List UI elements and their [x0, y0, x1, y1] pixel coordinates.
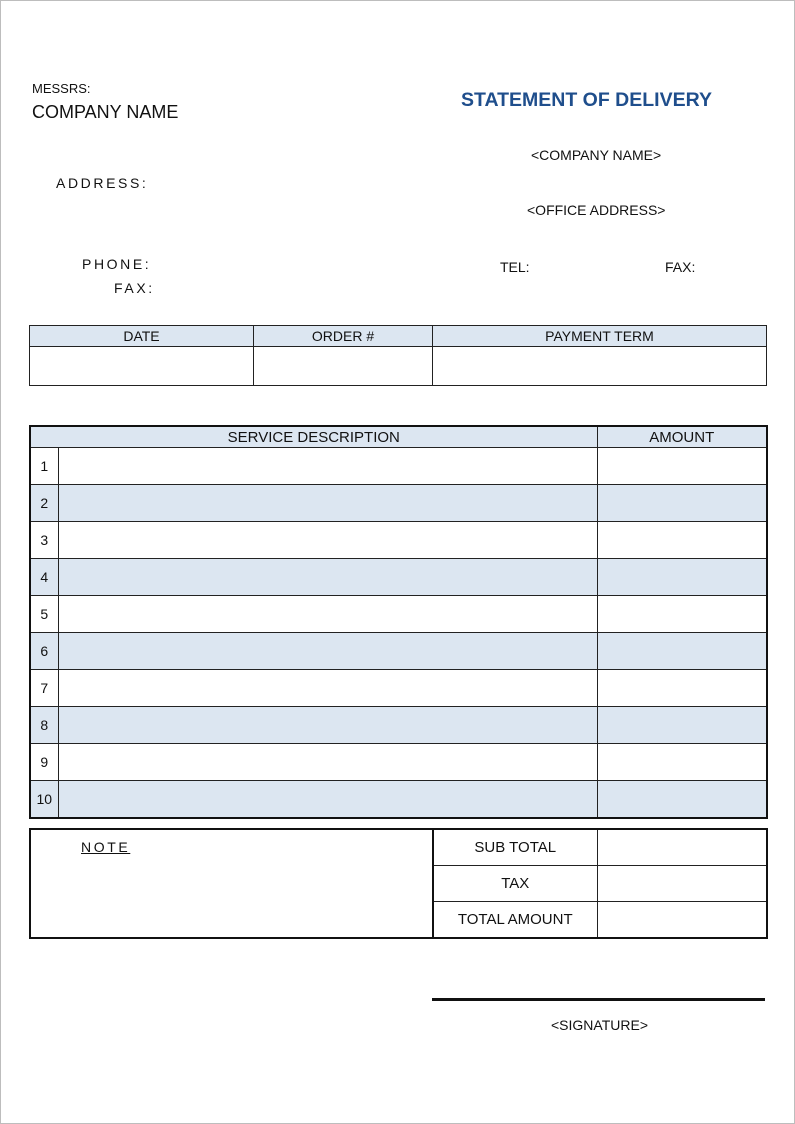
total-amount-label: TOTAL AMOUNT [433, 902, 597, 939]
table-row [30, 744, 767, 781]
amount-header: AMOUNT [597, 426, 767, 448]
description-cell[interactable] [58, 781, 597, 819]
row-number: 3 [30, 522, 58, 559]
tax-field[interactable] [597, 866, 767, 902]
amount-cell[interactable] [597, 781, 767, 819]
table-row [30, 707, 767, 744]
tax-label: TAX [433, 866, 597, 902]
row-number: 10 [30, 781, 58, 819]
table-row [30, 448, 767, 485]
note-area[interactable] [30, 829, 433, 938]
row-number: 8 [30, 707, 58, 744]
table-row [30, 559, 767, 596]
description-cell[interactable] [58, 485, 597, 522]
sender-fax-label: FAX: [665, 259, 696, 275]
phone-label: PHONE: [82, 256, 152, 272]
order-info-header-row [30, 326, 767, 347]
table-row [30, 633, 767, 670]
row-number: 6 [30, 633, 58, 670]
subtotal-field[interactable] [597, 829, 767, 866]
row-number: 7 [30, 670, 58, 707]
payment-term-field[interactable] [433, 347, 767, 386]
amount-cell[interactable] [597, 670, 767, 707]
row-number: 2 [30, 485, 58, 522]
order-info-table [29, 325, 767, 386]
table-row [30, 781, 767, 819]
items-header-row [30, 426, 767, 448]
amount-cell[interactable] [597, 744, 767, 781]
row-number: 9 [30, 744, 58, 781]
note-label: NOTE [81, 839, 131, 855]
row-number: 5 [30, 596, 58, 633]
order-number-field[interactable] [254, 347, 433, 386]
service-description-header: SERVICE DESCRIPTION [30, 426, 597, 448]
table-row [30, 522, 767, 559]
description-cell[interactable] [58, 559, 597, 596]
payment-term-header: PAYMENT TERM [433, 326, 767, 347]
date-header: DATE [30, 326, 254, 347]
sender-office-address[interactable]: <OFFICE ADDRESS> [527, 202, 666, 218]
description-cell[interactable] [58, 707, 597, 744]
subtotal-label: SUB TOTAL [433, 829, 597, 866]
description-cell[interactable] [58, 744, 597, 781]
fax-label: FAX: [114, 280, 155, 296]
signature-label: <SIGNATURE> [551, 1017, 648, 1033]
description-cell[interactable] [58, 448, 597, 485]
description-cell[interactable] [58, 670, 597, 707]
description-cell[interactable] [58, 522, 597, 559]
recipient-company-name[interactable]: COMPANY NAME [32, 102, 179, 122]
row-number: 1 [30, 448, 58, 485]
address-label: ADDRESS: [56, 175, 149, 191]
order-info-value-row [30, 347, 767, 386]
date-field[interactable] [30, 347, 254, 386]
row-number: 4 [30, 559, 58, 596]
amount-cell[interactable] [597, 448, 767, 485]
service-items-table [29, 425, 768, 819]
sender-tel-label: TEL: [500, 259, 530, 275]
signature-line[interactable] [432, 998, 765, 1001]
table-row [30, 596, 767, 633]
sender-company-name[interactable]: <COMPANY NAME> [531, 147, 662, 163]
amount-cell[interactable] [597, 559, 767, 596]
messrs-label: MESSRS: [32, 81, 91, 96]
total-amount-field[interactable] [597, 902, 767, 939]
order-number-header: ORDER # [254, 326, 433, 347]
amount-cell[interactable] [597, 707, 767, 744]
description-cell[interactable] [58, 633, 597, 670]
subtotal-row [30, 829, 767, 866]
table-row [30, 485, 767, 522]
description-cell[interactable] [58, 596, 597, 633]
amount-cell[interactable] [597, 633, 767, 670]
document-title: STATEMENT OF DELIVERY [461, 89, 712, 111]
table-row [30, 670, 767, 707]
amount-cell[interactable] [597, 485, 767, 522]
summary-table [29, 828, 768, 939]
amount-cell[interactable] [597, 596, 767, 633]
amount-cell[interactable] [597, 522, 767, 559]
